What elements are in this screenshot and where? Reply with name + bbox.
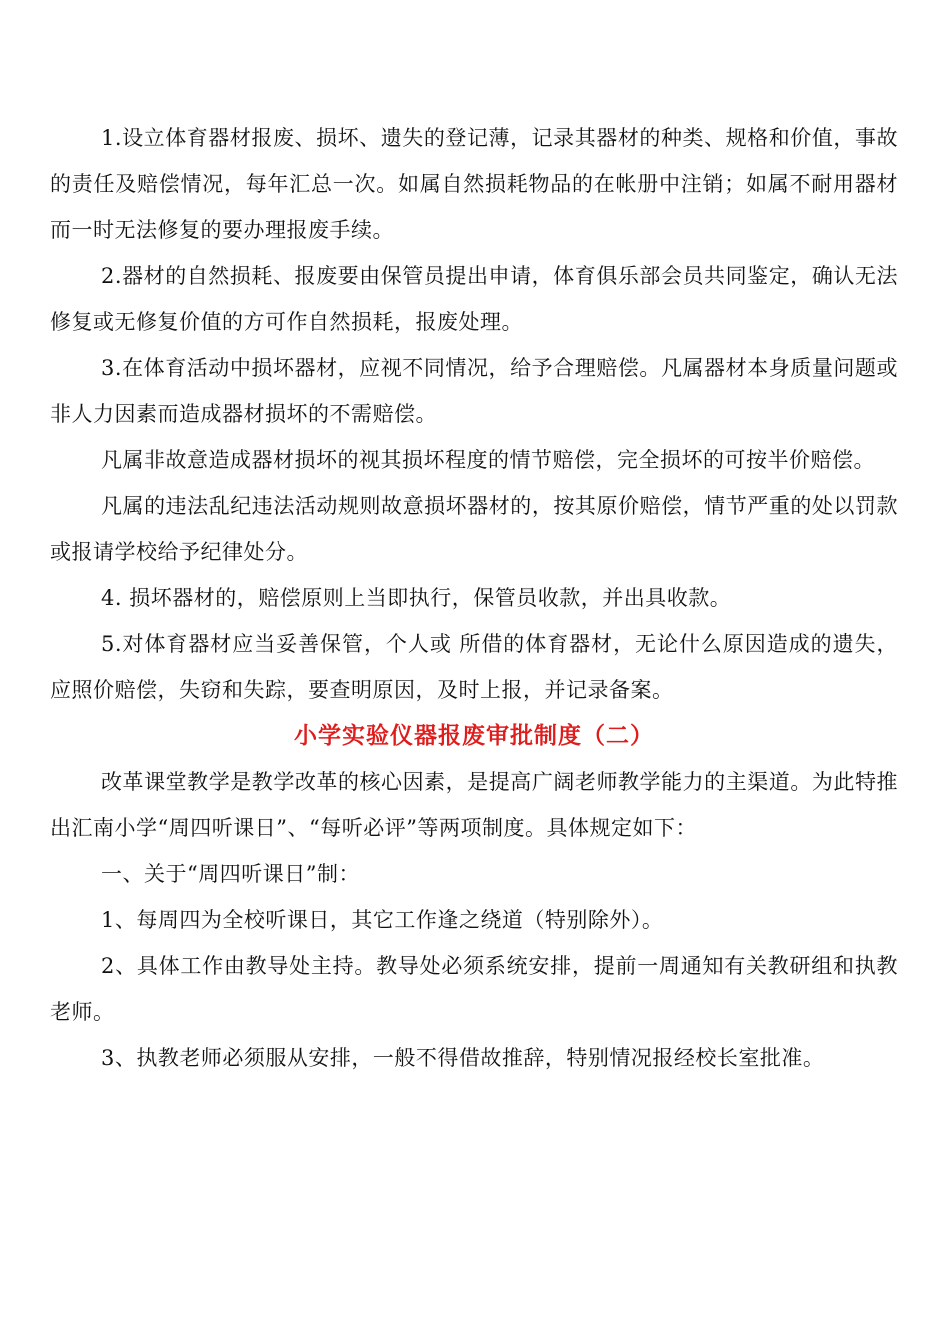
paragraph-rule-3-partial-damage: 凡属非故意造成器材损坏的视其损坏程度的情节赔偿，完全损坏的可按半价赔偿。 [101, 448, 875, 472]
paragraph-item-2: 2、具体工作由教导处主持。教导处必须系统安排，提前一周通知有关教研组和执教老师。 [50, 954, 898, 1024]
paragraph-rule-4: 4. 损坏器材的，赔偿原则上当即执行，保管员收款，并出具收款。 [101, 586, 732, 610]
paragraph-item-3: 3、执教老师必须服从安排，一般不得借故推辞，特别情况报经校长室批准。 [101, 1046, 825, 1070]
paragraph-intro: 改革课堂教学是教学改革的核心因素，是提高广阔老师教学能力的主渠道。为此特推出汇南小学“周四听课日”、“每听必评”等两项制度。具体规定如下： [50, 770, 898, 840]
section-title: 小学实验仪器报废审批制度（二） [294, 722, 654, 749]
paragraph-rule-1: 1.设立体育器材报废、损坏、遗失的登记薄，记录其器材的种类、规格和价值，事故的责任及赔偿情况，每年汇总一次。如属自然损耗物品的在帐册中注销；如属不耐用器材而一时无法修复的要办理报废手续。 [50, 126, 898, 242]
paragraph-rule-2: 2.器材的自然损耗、报废要由保管员提出申请，体育俱乐部会员共同鉴定，确认无法修复或无修复价值的方可作自然损耗，报废处理。 [50, 264, 898, 334]
paragraph-rule-3-intentional-damage: 凡属的违法乱纪违法活动规则故意损坏器材的，按其原价赔偿，情节严重的处以罚款或报请学校给予纪律处分。 [50, 494, 898, 564]
paragraph-item-1: 1、每周四为全校听课日，其它工作逢之绕道（特别除外）。 [101, 908, 664, 932]
paragraph-rule-5: 5.对体育器材应当妥善保管，个人或 所借的体育器材，无论什么原因造成的遗失，应照价赔偿，失窃和失踪，要查明原因，及时上报，并记录备案。 [50, 632, 898, 702]
paragraph-rule-3: 3.在体育活动中损坏器材，应视不同情况，给予合理赔偿。凡属器材本身质量问题或非人力因素而造成器材损坏的不需赔偿。 [50, 356, 898, 426]
paragraph-heading-thursday: 一、关于“周四听课日”制： [101, 862, 360, 886]
document-page [50, 115, 898, 1081]
